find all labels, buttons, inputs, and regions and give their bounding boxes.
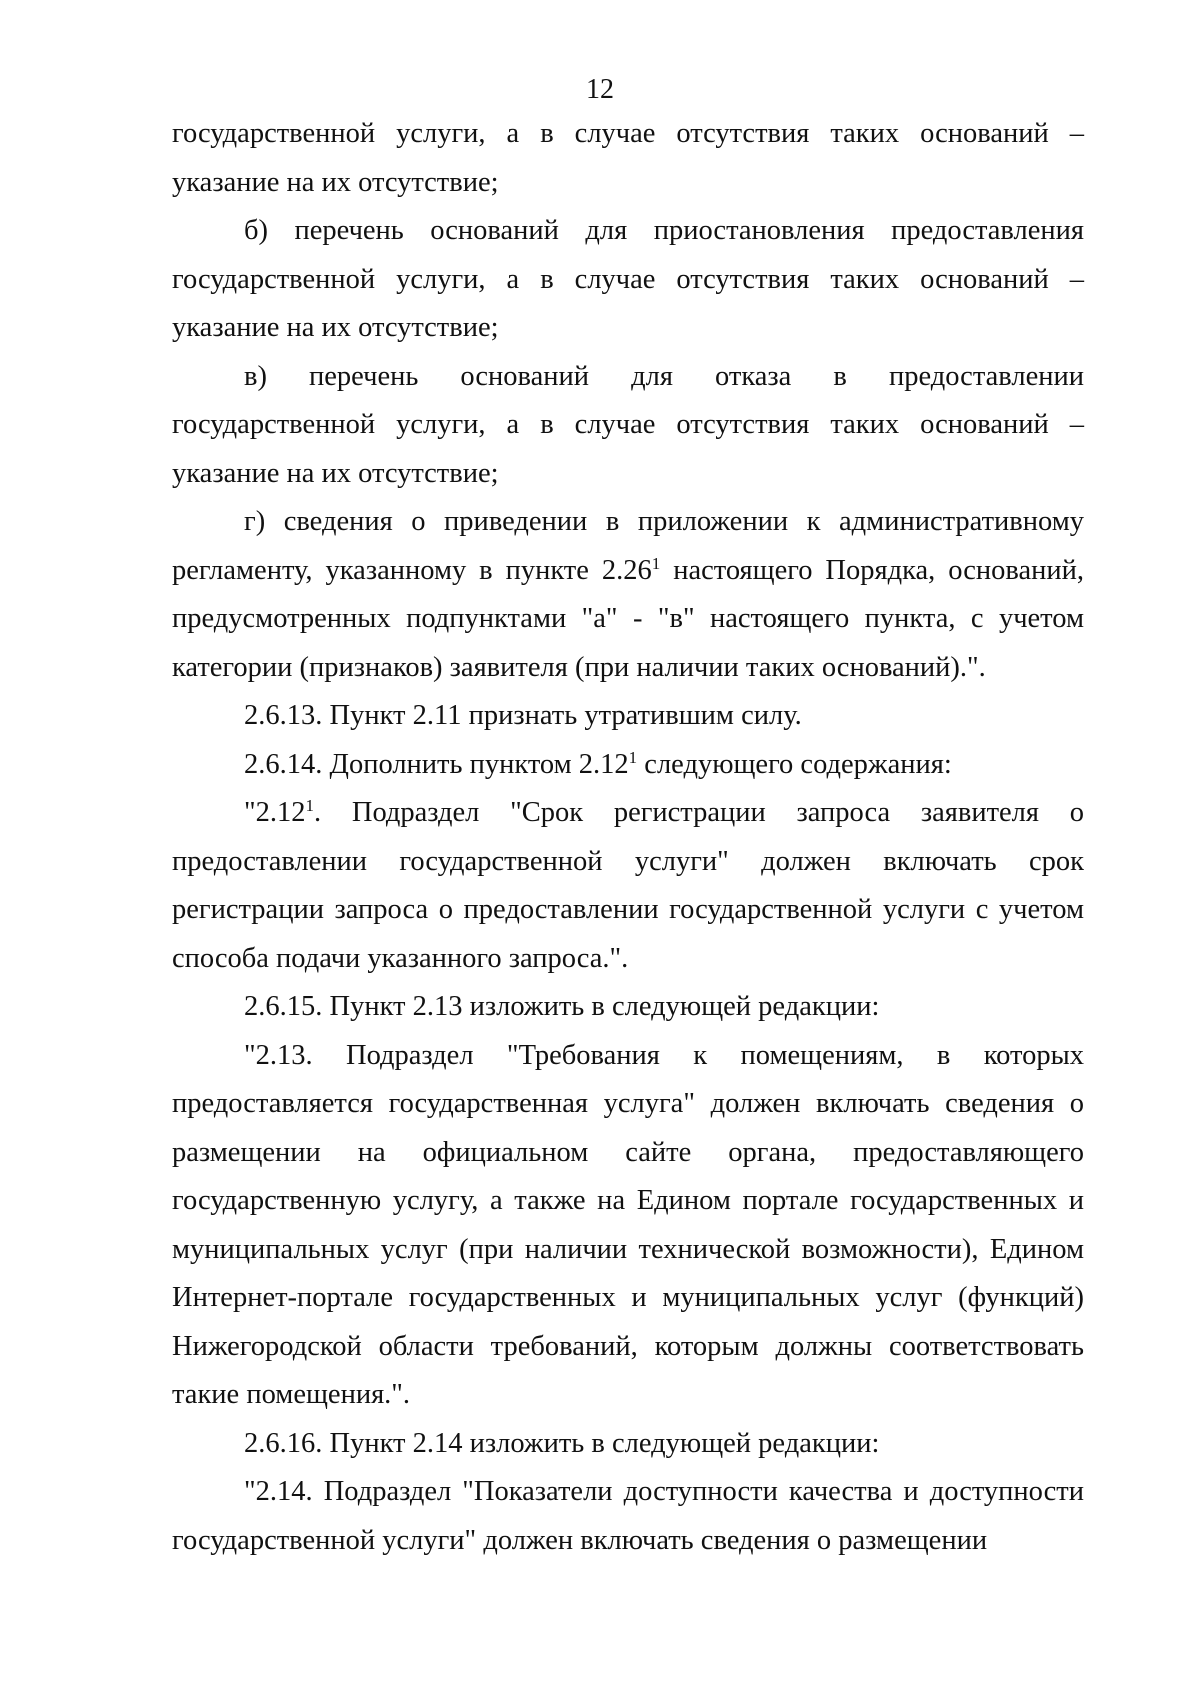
paragraph-text: государственной услуги, а в случае отсутствия таких оснований – указание на их отсутствие;: [172, 118, 1084, 198]
superscript-index: 1: [651, 553, 661, 573]
superscript-index: 1: [628, 747, 638, 767]
paragraph-text: следующего содержания:: [637, 748, 952, 780]
paragraph-text: 2.6.13. Пункт 2.11 признать утратившим силу.: [244, 700, 802, 731]
paragraph: [172, 789, 1084, 983]
superscript-index: 1: [305, 795, 315, 815]
paragraph-text: 2.6.15. Пункт 2.13 изложить в следующей редакции:: [244, 991, 880, 1022]
paragraph: [172, 983, 1084, 1032]
paragraph: [172, 353, 1084, 499]
paragraph: [172, 1468, 1084, 1565]
paragraph-text: б) перечень оснований для приостановления предоставления государственной услуги, а в случае отсутствия таких оснований – указание на их отсутствие;: [172, 215, 1084, 343]
paragraph-text: настоящего Порядка, оснований, предусмотренных подпунктами "а" - "в" настоящего пункта, с учетом категории (признаков) заявителя (при наличии таких оснований).".: [172, 554, 1084, 683]
paragraph: [172, 207, 1084, 353]
paragraph-text: "2.14. Подраздел "Показатели доступности качества и доступности государственной услуги" должен включать сведения о размещении: [172, 1476, 1084, 1556]
paragraph: [172, 110, 1084, 207]
paragraph-text: г) сведения о приведении в приложении к административному регламенту, указанному в пункте 2.26: [172, 506, 1084, 586]
paragraph-text: . Подраздел "Срок регистрации запроса заявителя о предоставлении государственной услуги" должен включать срок регистрации запроса о предоставлении государственной услуги с учетом способа подачи указанного запроса.".: [172, 797, 1084, 974]
paragraph-text: "2.13. Подраздел "Требования к помещениям, в которых предоставляется государственная услуга" должен включать сведения о размещении на официальном сайте органа, предоставляющего государственную услугу, а также на Едином портале государственных и муниципальных услуг (при наличии технической возможности), Едином Интернет-портале государственных и муниципальных услуг (функций) Нижегородской области требований, которым должны соответствовать такие помещения.".: [172, 1039, 1084, 1410]
paragraph: [172, 498, 1084, 692]
paragraph: [172, 1032, 1084, 1420]
paragraph-text: "2.12: [244, 797, 306, 828]
paragraph: [172, 741, 1084, 790]
paragraph: [172, 692, 1084, 741]
paragraph-text: 2.6.14. Дополнить пунктом 2.12: [244, 748, 629, 780]
paragraph-text: в) перечень оснований для отказа в предоставлении государственной услуги, а в случае отсутствия таких оснований – указание на их отсутствие;: [172, 360, 1084, 489]
paragraph-text: 2.6.16. Пункт 2.14 изложить в следующей редакции:: [244, 1427, 880, 1459]
document-body: [172, 110, 1084, 1565]
paragraph: [172, 1420, 1084, 1469]
page-number: 12: [586, 74, 614, 105]
